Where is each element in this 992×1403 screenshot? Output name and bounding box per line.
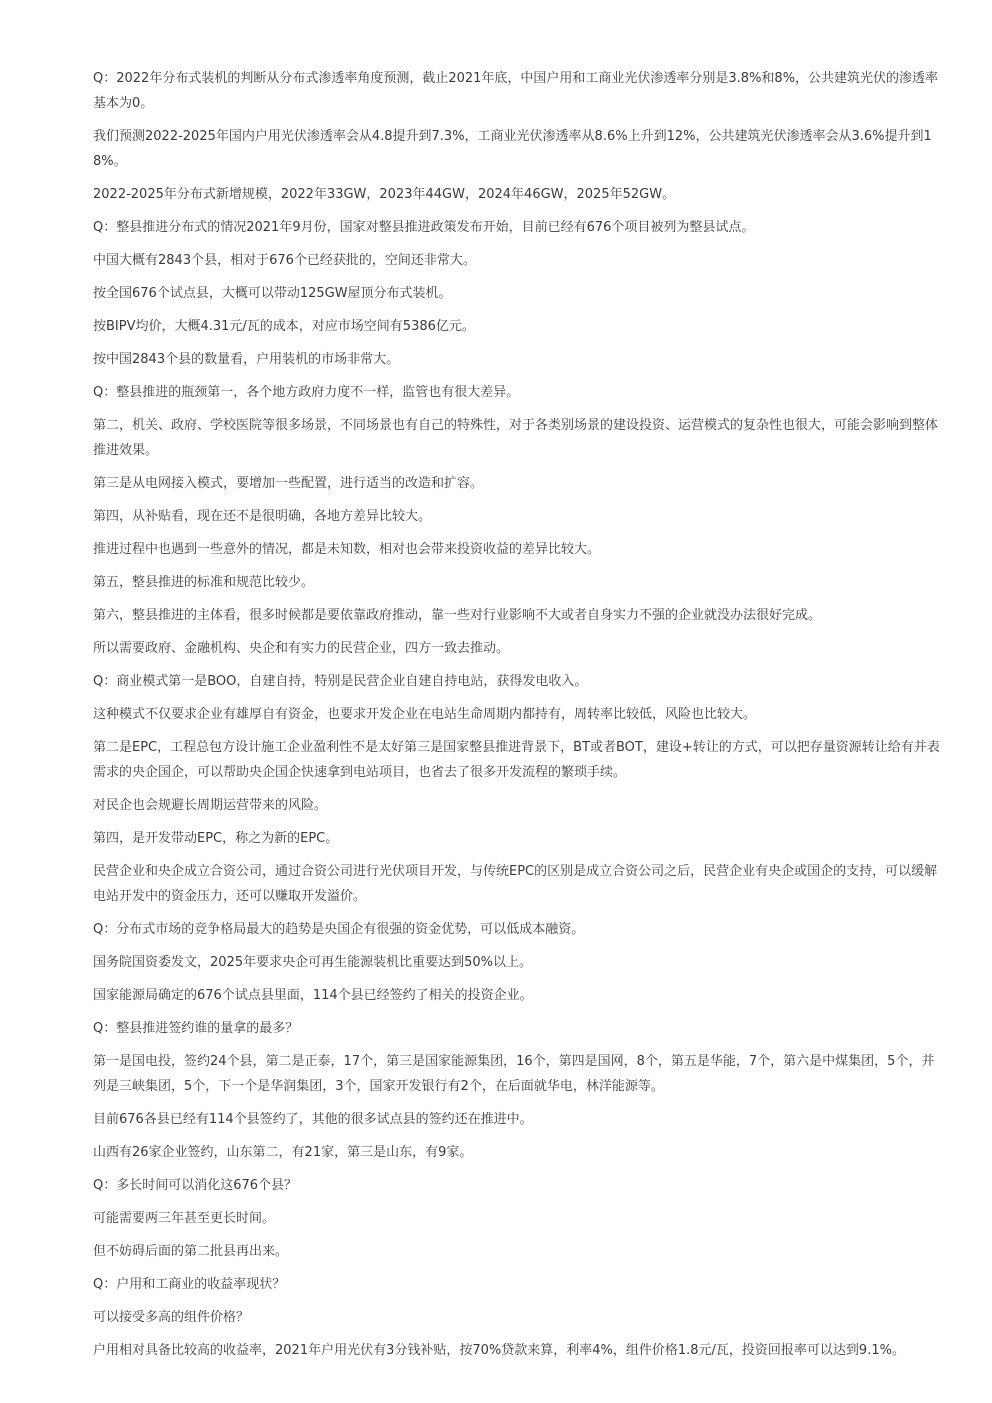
paragraph-35: 户用相对具备比较高的收益率，2021年户用光伏有3分钱补贴，按70%贷款来算，利率4%，组件价格1.8元/瓦，投资回报率可以达到9.1%。 [93,1343,905,1358]
paragraph-8: 按中国2843个县的数量看，户用装机的市场非常大。 [93,352,400,367]
paragraph-5: 中国大概有2843个县，相对于676个已经获批的，空间还非常大。 [93,253,476,268]
paragraph-29: 山西有26家企业签约，山东第二，有21家，第三是山东，有9家。 [93,1145,473,1160]
paragraph-14: 第五，整县推进的标准和规范比较少。 [93,575,315,590]
paragraph-22: 民营企业和央企成立合资公司，通过合资公司进行光伏项目开发，与传统EPC的区别是成立合资公司之后，民营企业有央企或国企的支持，可以缓解电站开发中的资金压力，还可以赚取开发溢价。 [93,864,938,904]
document-page [93,66,943,1371]
paragraph-18: 这种模式不仅要求企业有雄厚自有资金，也要求开发企业在电站生命周期内都持有，周转率比较低，风险也比较大。 [93,707,757,722]
paragraph-11: 第三是从电网接入模式，要增加一些配置，进行适当的改造和扩容。 [93,476,484,491]
paragraph-28: 目前676各县已经有114个县签约了，其他的很多试点县的签约还在推进中。 [93,1112,533,1127]
paragraph-6: 按全国676个试点县，大概可以带动125GW屋顶分布式装机。 [93,286,452,301]
paragraph-34: 可以接受多高的组件价格？ [93,1310,250,1325]
paragraph-1: Q：2022年分布式装机的判断从分布式渗透率角度预测，截止2021年底，中国户用和工商业光伏渗透率分别是3.8%和8%，公共建筑光伏的渗透率基本为0。 [93,71,939,111]
paragraph-32: 但不妨碍后面的第二批县再出来。 [93,1244,289,1259]
paragraph-16: 所以需要政府、金融机构、央企和有实力的民营企业，四方一致去推动。 [93,641,510,656]
paragraph-30: Q：多长时间可以消化这676个县？ [93,1178,298,1193]
paragraph-19: 第二是EPC，工程总包方设计施工企业盈利性不是太好第三是国家整县推进背景下，BT或者BOT，建设+转让的方式，可以把存量资源转让给有并表需求的央企国企，可以帮助央企国企快速拿到电站项目，也省去了很多开发流程的繁琐手续。 [93,740,940,780]
paragraph-7: 按BIPV均价，大概4.31元/瓦的成本，对应市场空间有5386亿元。 [93,319,475,334]
paragraph-15: 第六，整县推进的主体看，很多时候都是要依靠政府推动，靠一些对行业影响不大或者自身实力不强的企业就没办法很好完成。 [93,608,822,623]
paragraph-2: 我们预测2022-2025年国内户用光伏渗透率会从4.8提升到7.3%，工商业光伏渗透率从8.6%上升到12%，公共建筑光伏渗透率会从3.6%提升到18%。 [93,129,932,169]
paragraph-4: Q：整县推进分布式的情况2021年9月份，国家对整县推进政策发布开始，目前已经有676个项目被列为整县试点。 [93,220,755,235]
paragraph-10: 第二，机关、政府、学校医院等很多场景，不同场景也有自己的特殊性，对于各类别场景的建设投资、运营模式的复杂性也很大，可能会影响到整体推进效果。 [93,418,939,458]
paragraph-3: 2022-2025年分布式新增规模，2022年33GW，2023年44GW，2024年46GW，2025年52GW。 [93,187,676,202]
paragraph-21: 第四，是开发带动EPC，称之为新的EPC。 [93,831,339,846]
paragraph-13: 推进过程中也遇到一些意外的情况，都是未知数，相对也会带来投资收益的差异比较大。 [93,542,601,557]
paragraph-27: 第一是国电投，签约24个县，第二是正泰，17个，第三是国家能源集团，16个，第四是国网，8个，第五是华能，7个，第六是中煤集团，5个，并列是三峡集团，5个，下一个是华润集团，3个，国家开发银行有2个，在后面就华电，林洋能源等。 [93,1054,935,1094]
paragraph-26: Q：整县推进签约谁的量拿的最多？ [93,1021,299,1036]
paragraph-20: 对民企也会规避长周期运营带来的风险。 [93,798,328,813]
paragraph-33: Q：户用和工商业的收益率现状？ [93,1277,286,1292]
paragraph-31: 可能需要两三年甚至更长时间。 [93,1211,276,1226]
paragraph-25: 国家能源局确定的676个试点县里面，114个县已经签约了相关的投资企业。 [93,988,533,1003]
paragraph-23: Q：分布式市场的竞争格局最大的趋势是央国企有很强的资金优势，可以低成本融资。 [93,922,585,937]
paragraph-17: Q：商业模式第一是BOO，自建自持，特别是民营企业自建自持电站，获得发电收入。 [93,674,588,689]
paragraph-9: Q：整县推进的瓶颈第一，各个地方政府力度不一样，监管也有很大差异。 [93,385,520,400]
paragraph-24: 国务院国资委发文，2025年要求央企可再生能源装机比重要达到50%以上。 [93,955,532,970]
paragraph-12: 第四，从补贴看，现在还不是很明确，各地方差异比较大。 [93,509,432,524]
